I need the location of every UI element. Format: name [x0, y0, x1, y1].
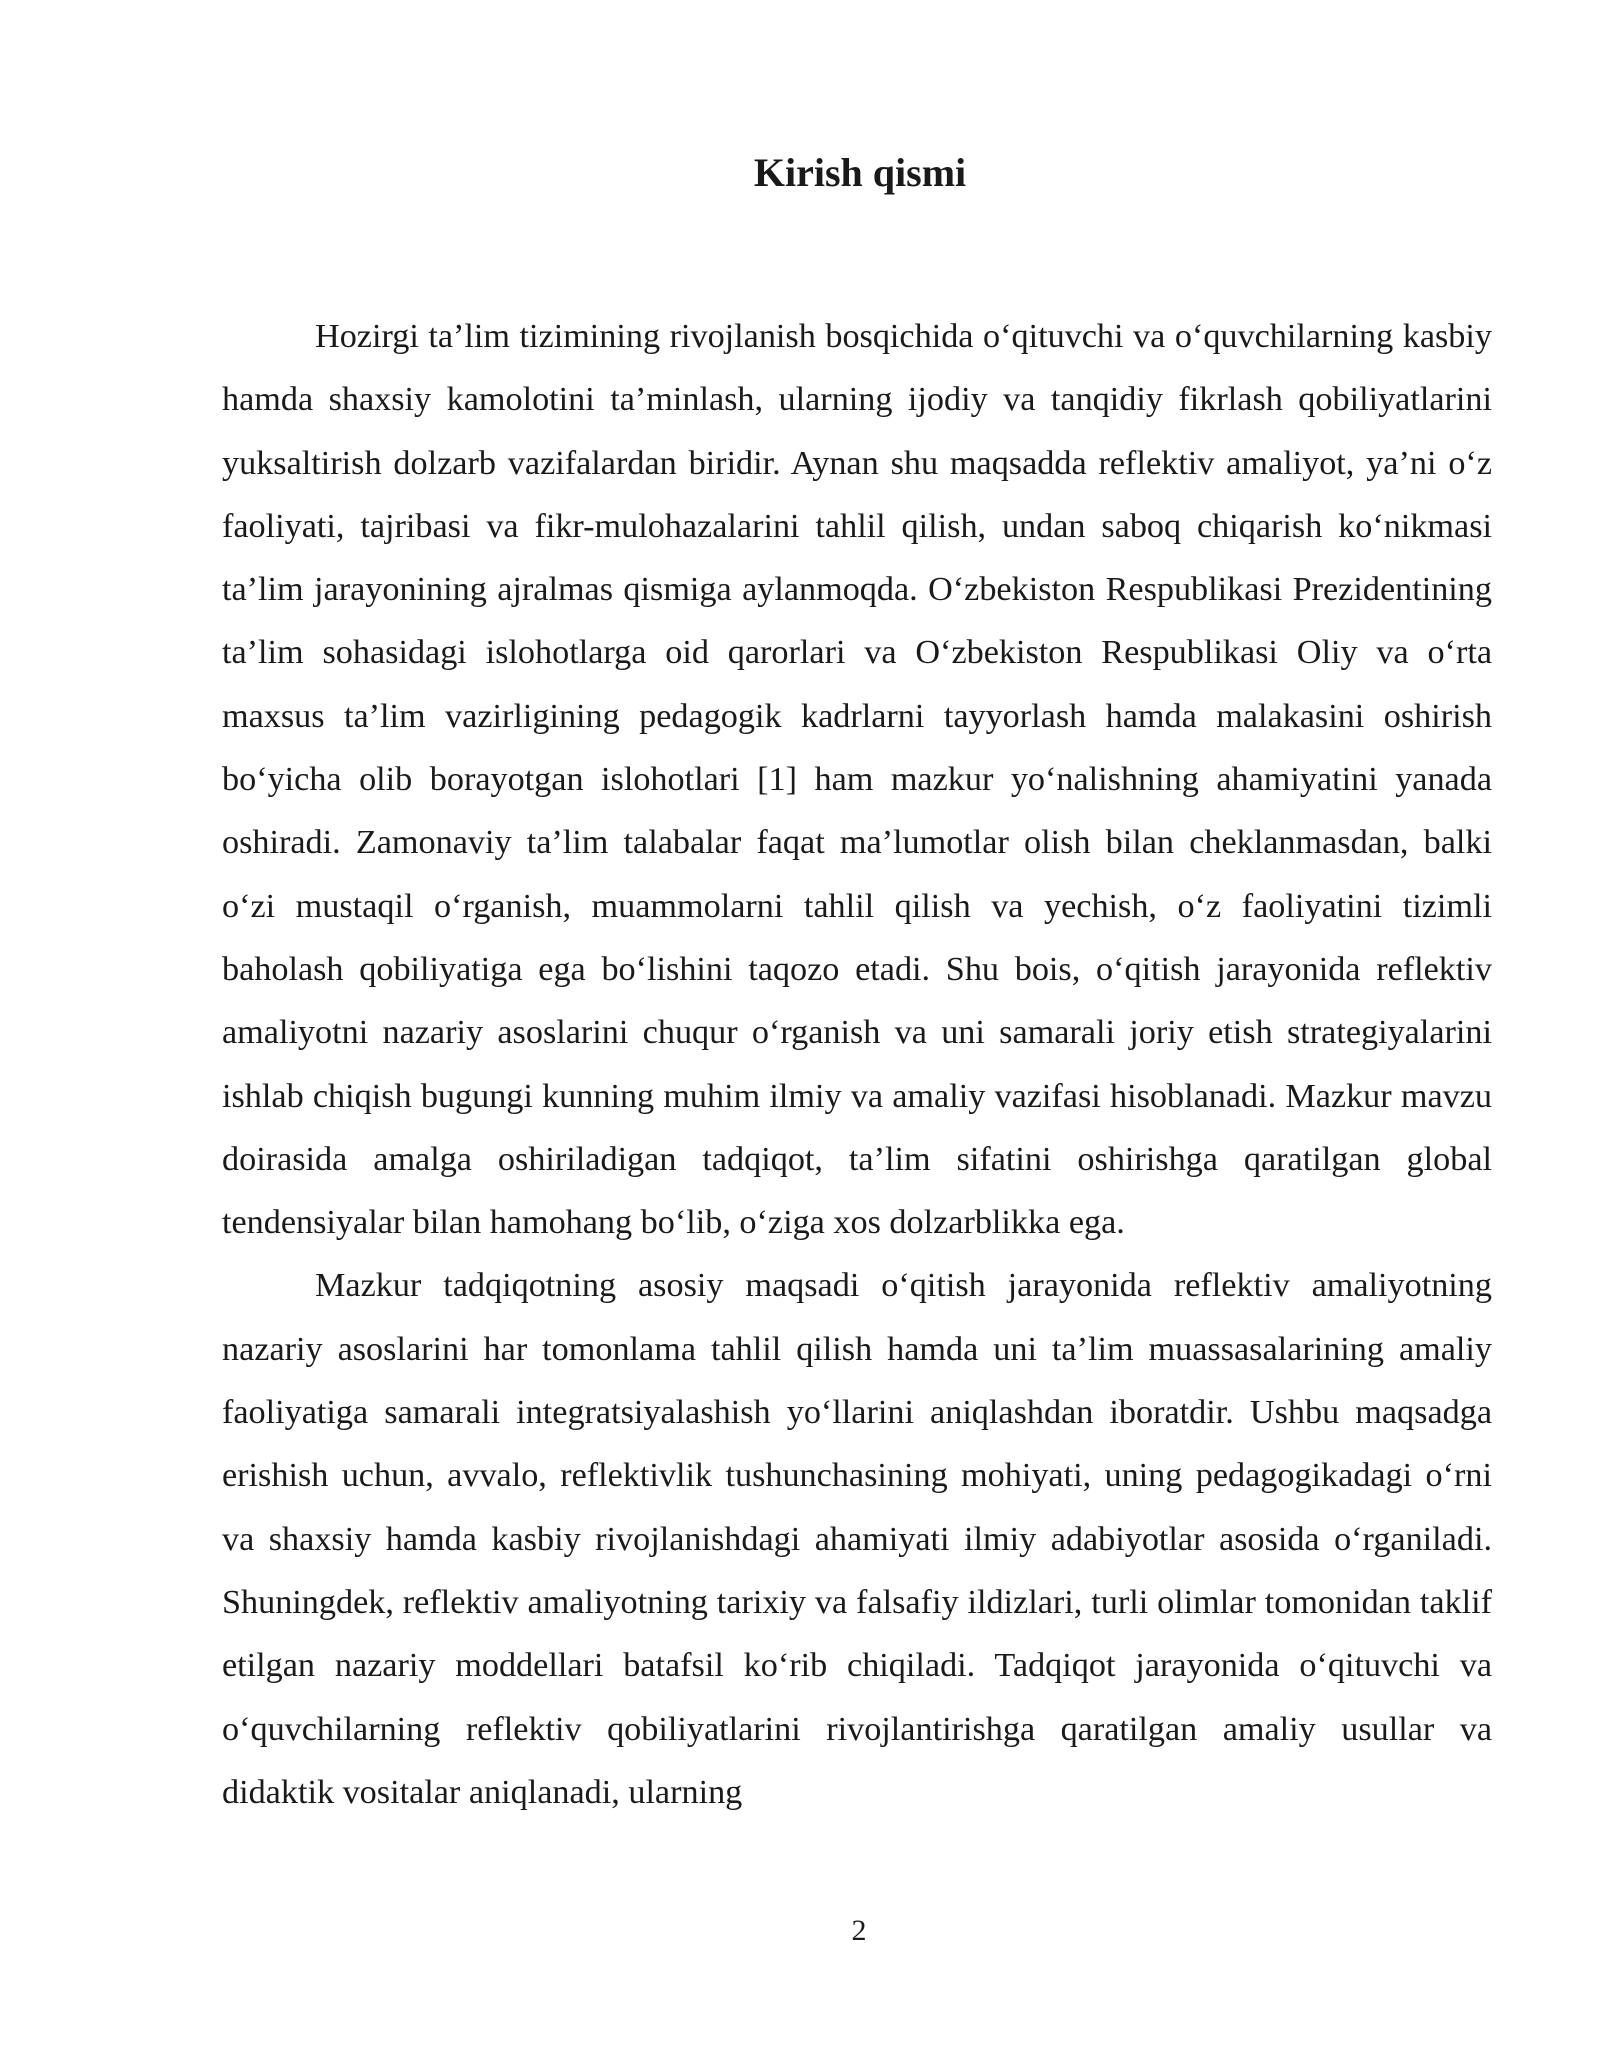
page-number: 2 — [851, 1914, 867, 1947]
paragraph-2: Mazkur tadqiqotning asosiy maqsadi o‘qitish jarayonida reflektiv amaliyotning nazariy asoslarini har tomonlama tahlil qilish hamda uni ta’lim muassasalarining amaliy faoliyatiga samarali integratsiyalashish yo‘llarini aniqlashdan iboratdir. Ushbu maqsadga erishish uchun, avvalo, reflektivlik tushunchasining mohiyati, uning pedagogikadagi o‘rni va shaxsiy hamda kasbiy rivojlanishdagi ahamiyati ilmiy adabiyotlar asosida o‘rganiladi. Shuningdek, reflektiv amaliyotning tarixiy va falsafiy ildizlari, turli olimlar tomonidan taklif etilgan nazariy moddellari batafsil ko‘rib chiqiladi. Tadqiqot jarayonida o‘qituvchi va o‘quvchilarning reflektiv qobiliyatlarini rivojlantirishga qaratilgan amaliy usullar va didaktik vositalar aniqlanadi, ularning — [222, 1267, 1492, 1811]
page-title: Kirish qismi — [753, 150, 967, 195]
paragraph-1: Hozirgi ta’lim tizimining rivojlanish bosqichida o‘qituvchi va o‘quvchilarning kasbiy hamda shaxsiy kamolotini ta’minlash, ularning ijodiy va tanqidiy fikrlash qobiliyatlarini yuksaltirish dolzarb vazifalardan biridir. Aynan shu maqsadda reflektiv amaliyot, ya’ni o‘z faoliyati, tajribasi va fikr-mulohazalarini tahlil qilish, undan saboq chiqarish ko‘nikmasi ta’lim jarayonining ajralmas qismiga aylanmoqda. O‘zbekiston Respublikasi Prezidentining ta’lim sohasidagi islohotlarga oid qarorlari va O‘zbekiston Respublikasi Oliy va o‘rta maxsus ta’lim vazirligining pedagogik kadrlarni tayyorlash hamda malakasini oshirish bo‘yicha olib borayotgan islohotlari [1] ham mazkur yo‘nalishning ahamiyatini yanada oshiradi. Zamonaviy ta’lim talabalar faqat ma’lumotlar olish bilan cheklanmasdan, balki o‘zi mustaqil o‘rganish, muammolarni tahlil qilish va yechish, o‘z faoliyatini tizimli baholash qobiliyatiga ega bo‘lishini taqozo etadi. Shu bois, o‘qitish jarayonida reflektiv amaliyotni nazariy asoslarini chuqur o‘rganish va uni samarali joriy etish strategiyalarini ishlab chiqish bugungi kunning muhim ilmiy va amaliy vazifasi hisoblanadi. Mazkur mavzu doirasida amalga oshiriladigan tadqiqot, ta’lim sifatini oshirishga qaratilgan global tendensiyalar bilan hamohang bo‘lib, o‘ziga xos dolzarblikka ega. — [222, 318, 1492, 1242]
body-text — [222, 305, 1492, 1824]
